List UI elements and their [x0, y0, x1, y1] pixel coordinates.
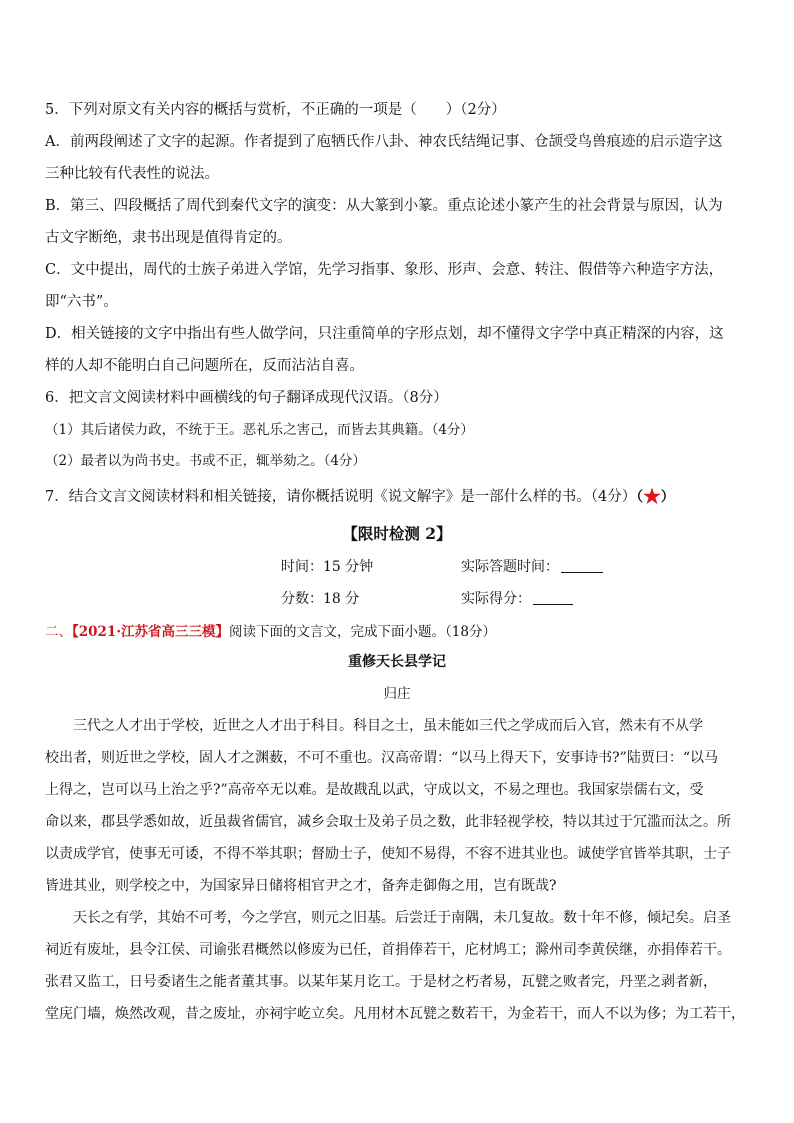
question-7	[45, 484, 675, 508]
q5-option-c-line1: C．文中提出，周代的士族子弟进入学馆，先学习指事、象形、形声、会意、转注、假借等六种造字方法，	[45, 262, 724, 278]
article-line: 祠近有废址，县令江侯、司谕张君概然以修废为已任，首捐俸若干，庀材鸠工；滁州司李黄侯继，亦捐俸若干。	[45, 942, 731, 958]
q5-option-d-line2: 样的人却不能明白自己问题所在，反而沾沾自喜。	[45, 358, 364, 374]
actual-time-field: 实际答题时间：	[461, 557, 603, 577]
article-title: 重修天长县学记	[348, 654, 446, 670]
article-line: 三代之人才出于学校，近世之人才出于科目。科目之士，虽未能如三代之学成而后入官，然未有不从学	[73, 718, 703, 734]
article-paragraph-2	[45, 902, 751, 1030]
article-line: 天长之有学，其始不可考，今之学宫，则元之旧基。后尝迁于南隅，未几复故。数十年不修，倾圮矣。启圣	[73, 910, 731, 926]
score-label: 分数：18 分	[281, 591, 360, 607]
section-instruction: 阅读下面的文言文，完成下面小题。（18分）	[229, 624, 496, 640]
q5-option-a-line2: 三种比较有代表性的说法。	[45, 166, 219, 182]
difficulty-mark: （★）	[636, 484, 675, 508]
q5-option-b-line2: 古文字断绝，隶书出现是值得肯定的。	[45, 230, 292, 246]
question-5-stem: 5．下列对原文有关内容的概括与赏析，不正确的一项是（ ）（2分）	[45, 102, 506, 118]
article-line: 皆进其业，则学校之中，为国家异日储将相官尹之才，备奔走御侮之用，岂有既哉?	[45, 878, 557, 894]
article-line: 上得之，岂可以马上治之乎?”高帝卒无以难。是故戡乱以武，守成以文，不易之理也。我国家崇儒右文，受	[45, 782, 704, 798]
section-prefix: 二、	[45, 624, 72, 640]
q6-sentence-2: （2）最者以为尚书史。书或不正，辄举劾之。（4分）	[45, 453, 366, 469]
article-line: 堂庑门墙，焕然改观，昔之废址，亦祠宇屹立矣。凡用材木瓦甓之数若干，为金若干，而人不以为侈；为工若干，	[45, 1006, 745, 1022]
question-6-stem: 6．把文言文阅读材料中画横线的句子翻译成现代汉语。（8分）	[45, 390, 448, 406]
q6-sentence-1: （1）其后诸侯力政，不统于王。恶礼乐之害己，而皆去其典籍。（4分）	[45, 422, 474, 438]
question-7-stem: 7．结合文言文阅读材料和相关链接，请你概括说明《说文解字》是一部什么样的书。（4分）	[45, 489, 637, 505]
article-line: 以责成学官，使事无可诿，不得不举其职；督励士子，使知不易得，不容不进其业也。诚使学官皆举其职，士子	[45, 846, 731, 862]
actual-score-blank	[533, 590, 573, 605]
source-tag: 【2021·江苏省高三三模】	[72, 624, 230, 640]
article-line: 张君又监工，日号委诸生之能者董其事。以某年某月讫工。于是材之朽者易，瓦甓之败者完，丹垩之剥者新，	[45, 974, 717, 990]
article-author: 归庄	[383, 686, 411, 702]
timed-test-title: 【限时检测 2】	[342, 524, 452, 543]
q5-option-c-line2: 即“六书”。	[45, 294, 118, 310]
actual-time-blank	[561, 558, 603, 573]
q5-option-d-line1: D．相关链接的文字中指出有些人做学问，只注重简单的字形点划，却不懂得文字学中真正精深的内容，这	[45, 326, 724, 342]
article-line: 命以来，郡县学悉如故，近虽裁省儒官，减乡会取士及弟子员之数，此非轻视学校，特以其过于冗滥而汰之。所	[45, 814, 731, 830]
section-2-header	[45, 622, 496, 642]
q5-option-a-line1: A．前两段阐述了文字的起源。作者提到了庖牺氏作八卦、神农氏结绳记事、仓颉受鸟兽痕迹的启示造字这	[45, 134, 723, 150]
actual-score-field: 实际得分：	[461, 589, 573, 609]
time-label: 时间：15 分钟	[281, 559, 374, 575]
article-line: 校出者，则近世之学校，固人才之渊薮，不可不重也。汉高帝谓：“以马上得天下，安事诗书?”陆贾曰：“以马	[45, 750, 718, 766]
article-paragraph-1	[45, 710, 751, 902]
q5-option-b-line1: B．第三、四段概括了周代到秦代文字的演变：从大篆到小篆。重点论述小篆产生的社会背景与原因，认为	[45, 198, 723, 214]
star-icon: ★	[642, 484, 661, 508]
